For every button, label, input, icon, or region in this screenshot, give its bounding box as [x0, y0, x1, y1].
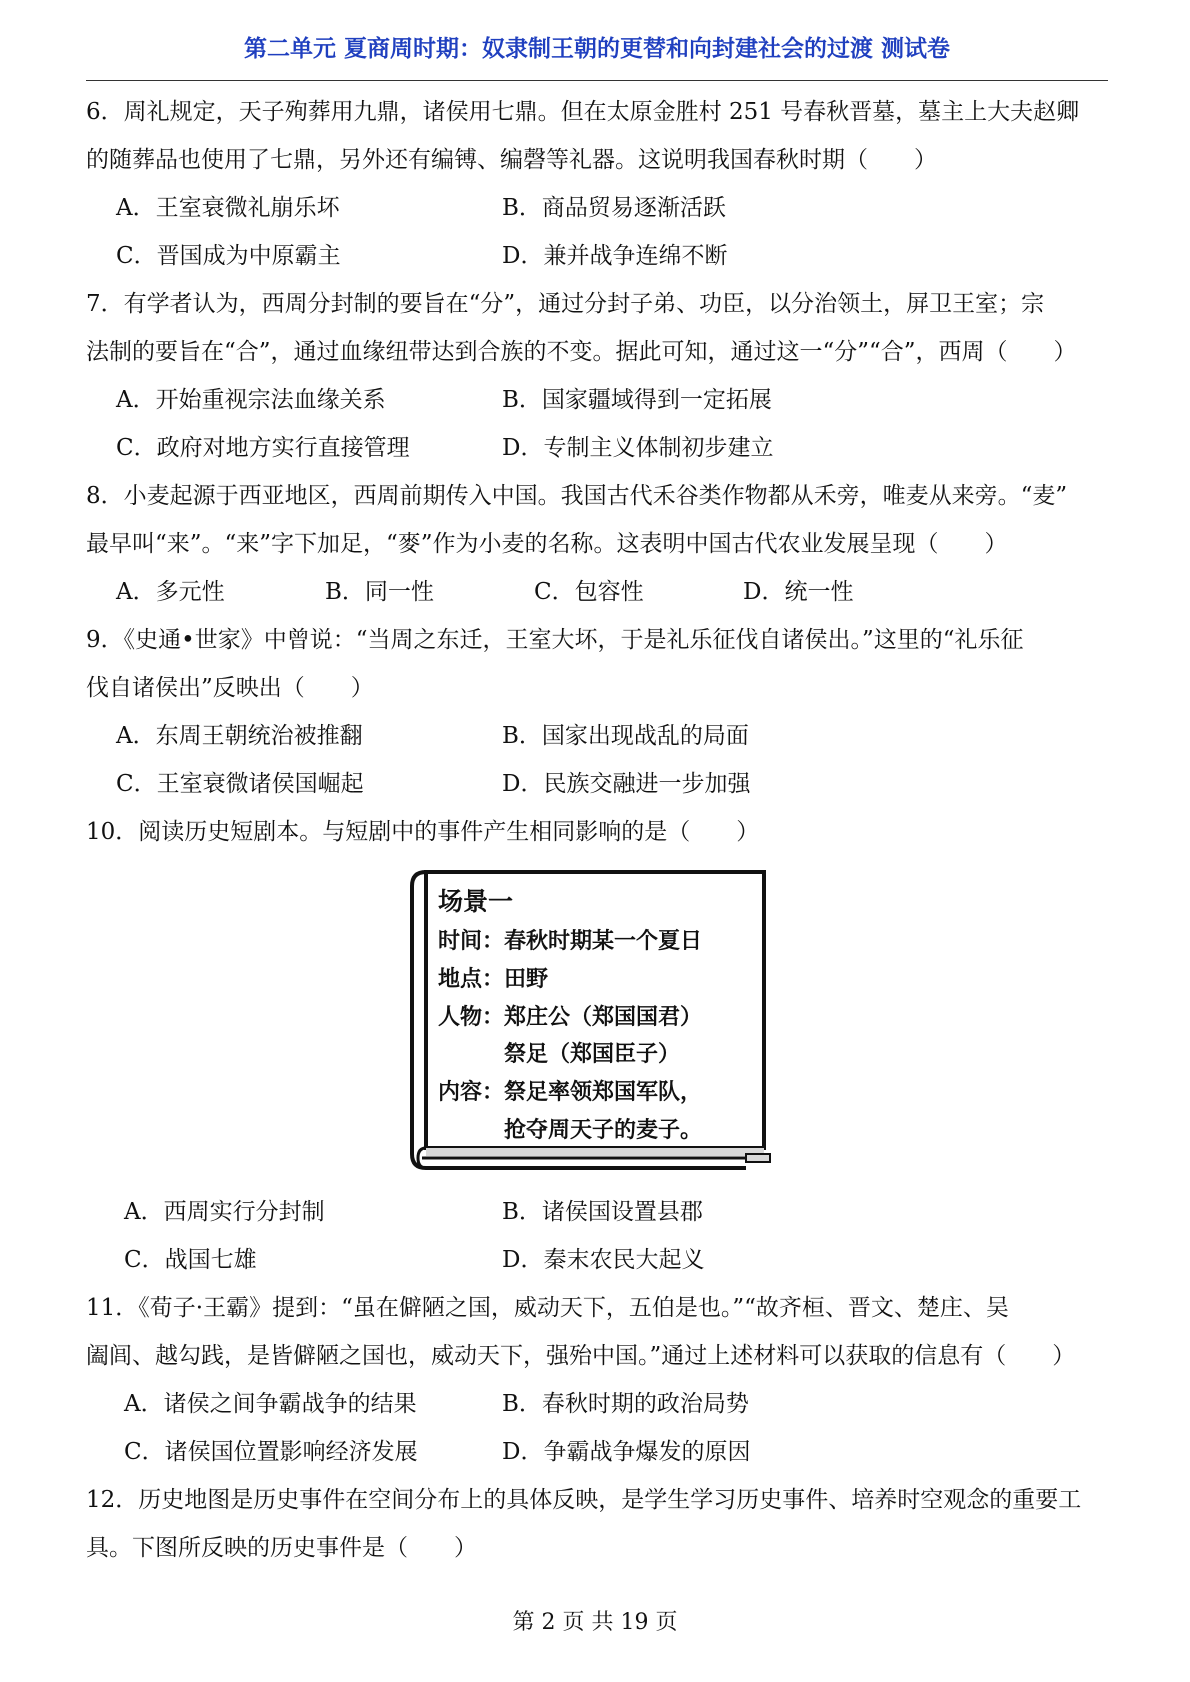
- script-scroll-figure: [86, 862, 1108, 1182]
- question-11-line-2: 阖闾、越勾践，是皆僻陋之国也，威动天下，强殆中国。”通过上述材料可以获取的信息有（ ）: [86, 1343, 1076, 1369]
- question-11-option-b: B．春秋时期的政治局势: [502, 1391, 749, 1417]
- question-11-line-1: 11．《荀子·王霸》提到：“虽在僻陋之国，威动天下，五伯是也。”“故齐桓、晋文、楚庄、吴: [86, 1295, 1009, 1321]
- question-11-option-c: C．诸侯国位置影响经济发展: [124, 1439, 418, 1465]
- question-7-option-c: C．政府对地方实行直接管理: [116, 435, 410, 461]
- question-9-option-b: B．国家出现战乱的局面: [502, 723, 749, 749]
- question-7-line-1: 7．有学者认为，西周分封制的要旨在“分”，通过分封子弟、功臣，以分治领土，屏卫王室；宗: [86, 291, 1045, 317]
- question-7-line-2: 法制的要旨在“合”，通过血缘纽带达到合族的不变。据此可知，通过这一“分”“合”，西周（ ）: [86, 339, 1077, 365]
- question-8-option-d: D．统一性: [743, 579, 854, 605]
- question-9: [86, 616, 1108, 808]
- question-11-option-a: A．诸侯之间争霸战争的结果: [124, 1391, 417, 1417]
- question-9-option-d: D．民族交融进一步加强: [502, 771, 751, 797]
- question-10-option-d: D．秦末农民大起义: [502, 1247, 705, 1273]
- question-10-line-1: 10．阅读历史短剧本。与短剧中的事件产生相同影响的是（ ）: [86, 819, 760, 845]
- question-12-line-2: 具。下图所反映的历史事件是（ ）: [86, 1535, 477, 1561]
- question-7: [86, 280, 1108, 472]
- question-9-line-1: 9．《史通•世家》中曾说：“当周之东迁，王室大坏，于是礼乐征伐自诸侯出。”这里的“礼乐征: [86, 627, 1024, 653]
- question-11: [86, 1284, 1108, 1476]
- question-6-option-b: B．商品贸易逐渐活跃: [502, 195, 726, 221]
- question-8-line-1: 8．小麦起源于西亚地区，西周前期传入中国。我国古代禾谷类作物都从禾旁，唯麦从来旁。“麦”: [86, 483, 1068, 509]
- script-row-content-2: 抢夺周天子的麦子。: [438, 1118, 703, 1143]
- question-6-option-d: D．兼并战争连绵不断: [502, 243, 728, 269]
- question-9-line-2: 伐自诸侯出”反映出（ ）: [86, 675, 374, 701]
- page-header-title: 第二单元 夏商周时期：奴隶制王朝的更替和向封建社会的过渡 测试卷: [243, 36, 950, 62]
- question-6-line-2: 的随葬品也使用了七鼎，另外还有编镈、编磬等礼器。这说明我国春秋时期（ ）: [86, 147, 937, 173]
- question-10-option-a: A．西周实行分封制: [124, 1199, 325, 1225]
- question-9-option-a: A．东周王朝统治被推翻: [116, 723, 363, 749]
- question-11-option-d: D．争霸战争爆发的原因: [502, 1439, 751, 1465]
- script-row-place: 地点：田野: [438, 967, 549, 992]
- question-8-option-b: B．同一性: [325, 579, 434, 605]
- question-7-option-a: A．开始重视宗法血缘关系: [116, 387, 386, 413]
- question-8-line-2: 最早叫“来”。“来”字下加足，“麥”作为小麦的名称。这表明中国古代农业发展呈现（ ）: [86, 531, 1008, 557]
- script-row-people-2: 祭足（郑国臣子）: [438, 1042, 681, 1067]
- question-8: [86, 472, 1108, 616]
- question-9-option-c: C．王室衰微诸侯国崛起: [116, 771, 364, 797]
- question-7-option-d: D．专制主义体制初步建立: [502, 435, 774, 461]
- script-scroll: [86, 862, 1108, 1182]
- page-footer-number: 第 2 页 共 19 页: [512, 1610, 678, 1635]
- question-6-option-a: A．王室衰微礼崩乐坏: [116, 195, 340, 221]
- script-row-time: 时间：春秋时期某一个夏日: [438, 929, 703, 954]
- question-list: [86, 88, 1108, 1572]
- question-6: [86, 88, 1108, 280]
- script-row-content: 内容：祭足率领郑国军队，: [438, 1080, 703, 1105]
- question-8-option-c: C．包容性: [534, 579, 644, 605]
- script-row-people: 人物：郑庄公（郑国国君）: [438, 1005, 703, 1030]
- script-title: 场景一: [438, 887, 514, 916]
- question-12: [86, 1476, 1108, 1572]
- question-10-option-c: C．战国七雄: [124, 1247, 257, 1273]
- question-8-option-a: A．多元性: [116, 579, 225, 605]
- header-divider: [86, 80, 1108, 81]
- question-10-option-b: B．诸侯国设置县郡: [502, 1199, 703, 1225]
- question-10: [86, 808, 1108, 1284]
- question-6-line-1: 6．周礼规定，天子殉葬用九鼎，诸侯用七鼎。但在太原金胜村 251 号春秋晋墓，墓主上大夫赵卿: [86, 99, 1080, 125]
- question-12-line-1: 12．历史地图是历史事件在空间分布上的具体反映，是学生学习历史事件、培养时空观念的重要工: [86, 1487, 1082, 1513]
- question-7-option-b: B．国家疆域得到一定拓展: [502, 387, 772, 413]
- question-6-option-c: C．晋国成为中原霸主: [116, 243, 341, 269]
